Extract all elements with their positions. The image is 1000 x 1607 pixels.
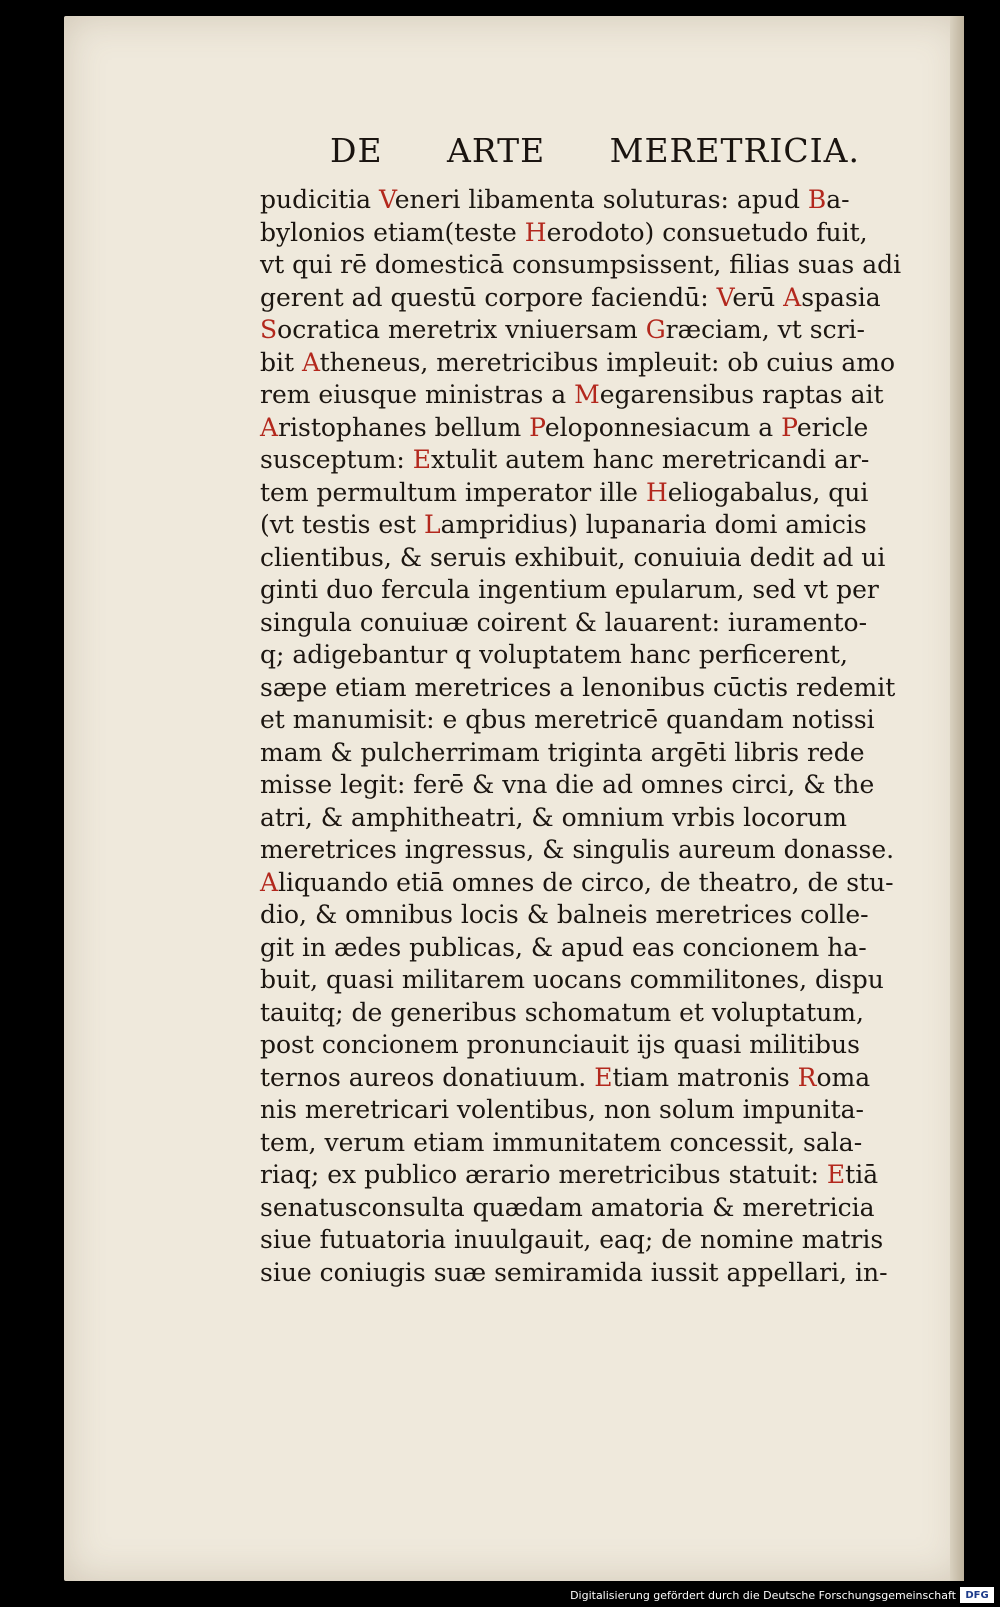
- text-segment: liquando etiā omnes de circo, de theatro, de stu-: [278, 867, 894, 897]
- text-line: [260, 997, 960, 1030]
- rubricated-initial: E: [412, 445, 432, 474]
- rubricated-initial: H: [645, 477, 668, 507]
- text-segment: ristophanes bellum: [278, 412, 530, 442]
- text-segment: nis meretricari volentibus, non solum impunita-: [260, 1095, 864, 1124]
- text-line: [260, 704, 960, 737]
- text-line: [260, 932, 960, 965]
- text-segment: mam & pulcherrimam triginta argēti libris rede: [260, 737, 865, 767]
- rubricated-initial: V: [379, 185, 395, 214]
- text-segment: a-: [826, 185, 850, 214]
- text-segment: gerent ad questū corpore faciendū:: [260, 282, 717, 312]
- text-segment: riaq; ex publico ærario meretricibus statuit:: [260, 1160, 827, 1189]
- text-line: [260, 184, 960, 217]
- text-segment: git in ædes publicas, & apud eas concionem ha-: [260, 932, 867, 962]
- text-segment: tiā: [845, 1160, 879, 1189]
- text-line: [260, 964, 960, 997]
- rubricated-initial: L: [423, 510, 441, 539]
- header-word-arte: ARTE: [447, 130, 546, 170]
- text-line: [260, 607, 960, 640]
- text-segment: q; adigebantur q voluptatem hanc perficerent,: [260, 640, 848, 669]
- text-line: [260, 1159, 960, 1192]
- header-word-meretricia: MERETRICIA.: [609, 130, 860, 170]
- text-segment: susceptum:: [260, 445, 413, 474]
- text-segment: atri, & amphitheatri, & omnium vrbis locorum: [260, 802, 847, 832]
- rubricated-initial: A: [260, 867, 279, 897]
- rubricated-initial: P: [781, 412, 797, 442]
- text-line: [260, 444, 960, 477]
- text-segment: siue coniugis suæ semiramida iussit appellari, in-: [260, 1257, 888, 1287]
- text-segment: ternos aureos donatiuum.: [260, 1062, 595, 1092]
- text-segment: erū: [732, 282, 784, 312]
- rubricated-initial: R: [797, 1062, 817, 1092]
- text-segment: dio, & omnibus locis & balneis meretrices colle-: [260, 900, 869, 929]
- text-segment: oma: [816, 1062, 871, 1092]
- text-line: [260, 1094, 960, 1127]
- text-line: [260, 1257, 960, 1290]
- text-segment: ginti duo fercula ingentium epularum, sed vt per: [260, 575, 879, 604]
- running-header: [330, 128, 860, 172]
- rubricated-initial: H: [524, 217, 547, 247]
- body-text: [260, 184, 960, 1289]
- rubricated-initial: A: [302, 347, 320, 377]
- text-line: [260, 509, 960, 542]
- text-line: [260, 899, 960, 932]
- text-line: [260, 217, 960, 250]
- text-segment: tauitq; de generibus schomatum et voluptatum,: [260, 997, 864, 1027]
- text-segment: spasia: [801, 282, 881, 312]
- rubricated-initial: S: [260, 315, 278, 344]
- rubricated-initial: B: [807, 185, 827, 214]
- digitization-footer: [0, 1581, 1000, 1607]
- header-word-de: DE: [330, 130, 383, 170]
- text-segment: eliogabalus, qui: [667, 477, 869, 507]
- rubricated-initial: E: [594, 1062, 613, 1092]
- text-line: [260, 574, 960, 607]
- text-segment: vt qui rē domesticā consumpsissent, filias suas adi: [260, 250, 902, 279]
- text-line: [260, 802, 960, 835]
- text-segment: xtulit autem hanc meretricandi ar-: [431, 445, 870, 474]
- text-segment: ampridius) lupanaria domi amicis: [440, 510, 867, 539]
- text-line: [260, 282, 960, 315]
- text-segment: eloponnesiacum a: [544, 412, 782, 442]
- rubricated-initial: E: [826, 1160, 846, 1189]
- text-line: [260, 769, 960, 802]
- text-segment: misse legit: ferē & vna die ad omnes circi, & the: [260, 770, 875, 799]
- text-segment: erodoto) consuetudo fuit,: [546, 217, 868, 247]
- text-line: [260, 477, 960, 510]
- text-segment: bylonios etiam(teste: [260, 217, 525, 247]
- text-segment: tem, verum etiam immunitatem concessit, sala-: [260, 1127, 863, 1157]
- text-segment: theneus, meretricibus impleuit: ob cuius amo: [319, 347, 896, 377]
- text-line: [260, 314, 960, 347]
- text-segment: ericle: [796, 412, 869, 442]
- text-segment: siue futuatoria inuulgauit, eaq; de nomine matris: [260, 1225, 884, 1254]
- text-segment: et manumisit: e qbus meretricē quandam notissi: [260, 705, 875, 734]
- text-segment: sæpe etiam meretrices a lenonibus cūctis redemit: [260, 672, 896, 702]
- rubricated-initial: P: [529, 412, 545, 442]
- text-segment: rem eiusque ministras a: [260, 380, 575, 409]
- text-segment: clientibus, & seruis exhibuit, conuiuia dedit ad ui: [260, 542, 886, 572]
- text-line: [260, 347, 960, 380]
- text-segment: eneri libamenta soluturas: apud: [394, 185, 808, 214]
- text-segment: bit: [260, 347, 302, 377]
- rubricated-initial: V: [716, 282, 733, 312]
- text-segment: pudicitia: [260, 185, 379, 214]
- text-line: [260, 412, 960, 445]
- text-line: [260, 379, 960, 412]
- text-segment: singula conuiuæ coirent & lauarent: iuramento-: [260, 607, 868, 637]
- dfg-logo: DFG: [960, 1587, 994, 1603]
- text-line: [260, 672, 960, 705]
- text-segment: buit, quasi militarem uocans commilitones, dispu: [260, 965, 884, 994]
- rubricated-initial: M: [574, 380, 600, 409]
- text-segment: (vt testis est: [260, 510, 424, 539]
- text-segment: tem permultum imperator ille: [260, 477, 646, 507]
- text-line: [260, 1029, 960, 1062]
- text-line: [260, 1062, 960, 1095]
- text-line: [260, 737, 960, 770]
- text-line: [260, 639, 960, 672]
- text-line: [260, 1127, 960, 1160]
- rubricated-initial: A: [783, 282, 802, 312]
- text-segment: egarensibus raptas ait: [599, 380, 884, 409]
- text-line: [260, 867, 960, 900]
- text-segment: tiam matronis: [612, 1062, 798, 1092]
- text-segment: post concionem pronunciauit ijs quasi militibus: [260, 1030, 860, 1059]
- footer-credit: Digitalisierung gefördert durch die Deutsche Forschungsgemeinschaft: [570, 1589, 956, 1602]
- text-line: [260, 1224, 960, 1257]
- text-line: [260, 1192, 960, 1225]
- text-line: [260, 542, 960, 575]
- text-segment: meretrices ingressus, & singulis aureum donasse.: [260, 835, 895, 864]
- rubricated-initial: G: [645, 315, 666, 344]
- text-segment: senatusconsulta quædam amatoria & meretricia: [260, 1192, 875, 1222]
- text-line: [260, 834, 960, 867]
- text-segment: ræciam, vt scri-: [665, 315, 865, 344]
- rubricated-initial: A: [260, 412, 279, 442]
- text-line: [260, 249, 960, 282]
- text-segment: ocratica meretrix vniuersam: [277, 315, 646, 344]
